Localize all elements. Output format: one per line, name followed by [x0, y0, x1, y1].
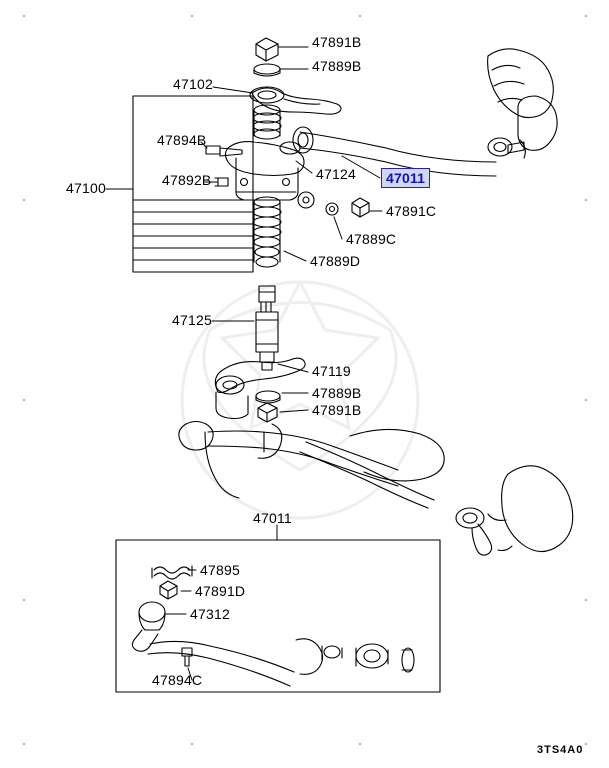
part-47891d: [160, 581, 177, 599]
label-47119: 47119: [312, 363, 351, 379]
label-47895: 47895: [200, 562, 240, 578]
label-47894b: 47894B: [157, 132, 207, 148]
label-47889b-top: 47889B: [312, 58, 362, 74]
label-47011-detail: 47011: [253, 510, 292, 526]
label-47124: 47124: [316, 166, 356, 182]
label-47889c: 47889C: [346, 231, 397, 247]
label-47312: 47312: [190, 606, 230, 622]
label-47889b-bottom: 47889B: [312, 385, 362, 401]
part-47889c: [326, 203, 338, 215]
part-47891c: [352, 198, 369, 217]
label-47891b-bottom: 47891B: [312, 402, 362, 418]
part-47894b: [206, 146, 242, 156]
drawing-code: 3TS4A0: [537, 744, 584, 756]
part-47891b-bottom: [258, 403, 277, 422]
label-47891c: 47891C: [386, 203, 437, 219]
part-47102: [250, 87, 341, 114]
part-47125: [256, 286, 278, 370]
part-right-knuckle-top: [488, 49, 558, 158]
part-right-knuckle-bottom: [488, 466, 573, 552]
part-47889b-top: [254, 64, 280, 76]
part-47124: [226, 142, 305, 200]
part-nut-small-47124: [298, 192, 314, 208]
part-47895: [152, 566, 192, 579]
label-47892b: 47892B: [162, 172, 212, 188]
label-47125: 47125: [172, 312, 212, 328]
label-47011-main[interactable]: 47011: [381, 168, 430, 188]
label-47102: 47102: [173, 76, 213, 92]
part-47889d: [253, 197, 281, 267]
part-center-link-assembly: [179, 422, 492, 556]
label-47891b-top: 47891B: [312, 34, 362, 50]
label-47891d: 47891D: [195, 583, 246, 599]
label-47100: 47100: [66, 180, 106, 196]
part-47894c: [182, 648, 192, 666]
label-47894c: 47894C: [152, 672, 203, 688]
part-47889b-bottom: [256, 391, 280, 403]
label-47889d: 47889D: [310, 253, 361, 269]
part-47891b-top: [256, 38, 278, 61]
